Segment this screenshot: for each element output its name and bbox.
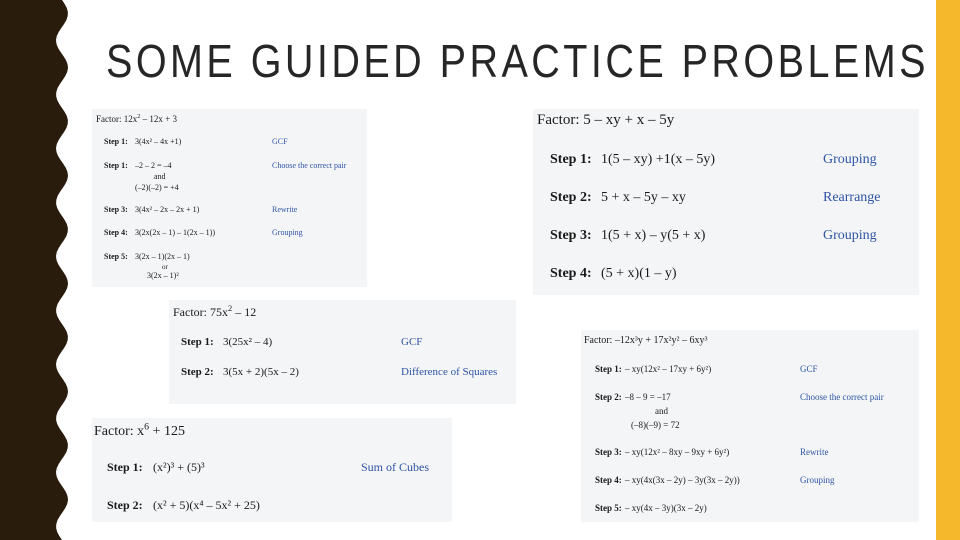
step-note: Choose the correct pair <box>800 392 884 402</box>
step-expression: 3(5x + 2)(5x – 2) <box>223 366 299 378</box>
step-note: Rewrite <box>800 447 829 457</box>
step-label: Step 4: <box>104 228 128 237</box>
step-label: Step 2: <box>181 366 214 378</box>
problem-heading: Factor: 5 – xy + x – 5y <box>537 112 675 128</box>
step-label: Step 2: <box>595 392 622 402</box>
problem-heading: Factor: $75x^2 - 12$ <box>173 304 257 319</box>
step-label: Step 1: <box>550 152 592 167</box>
step-note: Grouping <box>823 228 877 243</box>
step-note: Rearrange <box>823 190 881 205</box>
step-label: Step 1: <box>107 460 143 474</box>
sub-text: (–2)(–2) = +4 <box>135 183 179 192</box>
step-label: Step 3: <box>595 447 622 457</box>
step-expression: – xy(12x² – 8xy – 9xy + 6y²) <box>625 447 730 457</box>
problem-heading: Factor: $x^6 + 125$ <box>94 421 185 439</box>
step-note: GCF <box>401 336 423 348</box>
step-note: Sum of Cubes <box>361 460 430 474</box>
step-expression: 5 + x – 5y – xy <box>601 190 686 205</box>
step-expression: 3(25x² – 4) <box>223 336 273 348</box>
step-expression: 3(2x – 1)(2x – 1) <box>135 252 190 261</box>
step-label: Step 1: <box>595 364 622 374</box>
step-note: Grouping <box>823 152 877 167</box>
step-note: Grouping <box>800 475 835 485</box>
step-note: GCF <box>800 364 818 374</box>
step-note: Rewrite <box>272 205 298 214</box>
step-expression: (x² + 5)(x⁴ – 5x² + 25) <box>153 498 260 512</box>
left-wavy-band <box>0 0 80 540</box>
problem-card-12x2 <box>92 109 367 287</box>
step-expression: – xy(12x² – 17xy + 6y²) <box>625 364 712 374</box>
problem-heading: Factor: –12x³y + 17x²y² – 6xy³ <box>584 335 708 346</box>
step-label: Step 1: <box>181 336 214 348</box>
step-label: Step 2: <box>107 498 143 512</box>
step-expression: 3(4x² – 2x – 2x + 1) <box>135 205 200 214</box>
right-accent-bar <box>936 0 960 540</box>
sub-text: and <box>655 406 668 416</box>
step-note: GCF <box>272 137 288 146</box>
step-label: Step 1: <box>104 161 128 170</box>
step-label: Step 4: <box>550 266 592 281</box>
sub-text: (–8)(–9) = 72 <box>631 420 680 430</box>
step-label: Step 1: <box>104 137 128 146</box>
problem-card-x6 <box>92 418 452 522</box>
step-label: Step 4: <box>595 475 622 485</box>
step-expression: 1(5 – xy) +1(x – 5y) <box>601 152 716 167</box>
sub-text: or <box>162 263 168 271</box>
sub-text: 3(2x – 1)² <box>147 271 179 280</box>
step-note: Grouping <box>272 228 303 237</box>
step-expression: –8 – 9 = –17 <box>625 392 671 402</box>
step-label: Step 3: <box>104 205 128 214</box>
step-note: Difference of Squares <box>401 366 498 378</box>
step-label: Step 2: <box>550 190 592 205</box>
step-expression: – xy(4x(3x – 2y) – 3y(3x – 2y)) <box>625 475 740 485</box>
step-expression: – xy(4x – 3y)(3x – 2y) <box>625 503 707 513</box>
problem-card-12x3y <box>581 330 919 522</box>
step-expression: 3(2x(2x – 1) – 1(2x – 1)) <box>135 228 215 237</box>
step-expression: –2 – 2 = –4 <box>135 161 172 170</box>
step-expression: (5 + x)(1 – y) <box>601 266 677 281</box>
step-expression: 1(5 + x) – y(5 + x) <box>601 228 706 243</box>
step-label: Step 3: <box>550 228 592 243</box>
step-expression: 3(4x² – 4x +1) <box>135 137 182 146</box>
step-label: Step 5: <box>104 252 128 261</box>
wavy-edge-shape <box>0 0 68 540</box>
step-expression: (x²)³ + (5)³ <box>153 460 205 474</box>
problem-heading: Factor: $12x^2 - 12x + 3$ <box>96 113 177 124</box>
step-label: Step 5: <box>595 503 622 513</box>
problem-card-75x2 <box>169 300 516 404</box>
problem-card-5-xy <box>533 109 919 295</box>
slide-title: SOME GUIDED PRACTICE PROBLEMS <box>106 35 929 87</box>
sub-text: and <box>154 172 166 181</box>
step-note: Choose the correct pair <box>272 161 347 170</box>
